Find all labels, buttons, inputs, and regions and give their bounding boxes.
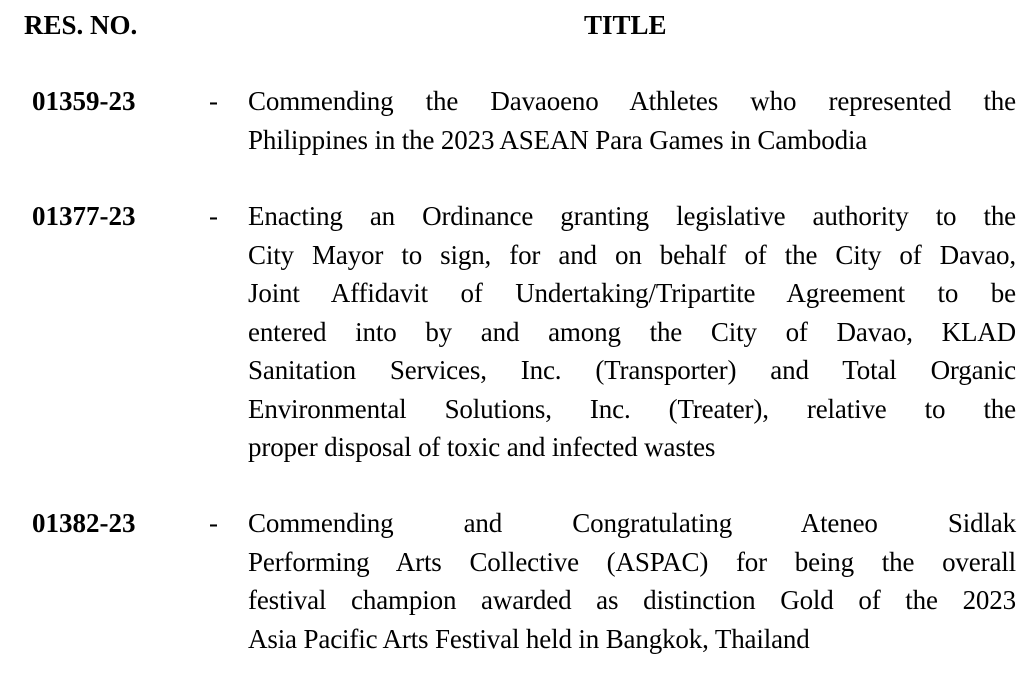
title-line: City Mayor to sign, for and on behalf of the City of Davao, (248, 239, 1016, 270)
resolution-title (248, 197, 1016, 467)
separator-dash: - (209, 201, 218, 231)
resolution-number: 01377-23 (32, 201, 136, 231)
title-line: Asia Pacific Arts Festival held in Bangkok, Thailand (248, 623, 810, 654)
title-line: Commending and Congratulating Ateneo Sidlak (248, 508, 1016, 538)
title-line: Commending the Davaoeno Athletes who represented the (248, 86, 1016, 116)
title-line: festival champion awarded as distinction Gold of the 2023 (248, 585, 1016, 615)
title-line: Philippines in the 2023 ASEAN Para Games in Cambodia (248, 124, 868, 155)
title-line: Joint Affidavit of Undertaking/Tripartite Agreement to be (248, 278, 1016, 308)
title-line: proper disposal of toxic and infected wastes (248, 432, 716, 462)
resolution-title (248, 82, 1016, 159)
title-line: Sanitation Services, Inc. (Transporter) and Total Organic (248, 355, 1016, 385)
column-header-res-no: RES. NO. (24, 10, 138, 40)
title-line: Environmental Solutions, Inc. (Treater), relative to the (248, 393, 1016, 424)
resolution-number: 01382-23 (32, 508, 136, 538)
title-line: entered into by and among the City of Davao, KLAD (248, 316, 1016, 347)
separator-dash: - (209, 86, 218, 116)
title-line: Enacting an Ordinance granting legislative authority to the (248, 201, 1016, 231)
title-line: Performing Arts Collective (ASPAC) for being the overall (248, 546, 1016, 577)
resolution-title (248, 504, 1016, 658)
column-header-title: TITLE (584, 10, 667, 40)
separator-dash: - (209, 508, 218, 538)
resolution-number: 01359-23 (32, 86, 136, 116)
